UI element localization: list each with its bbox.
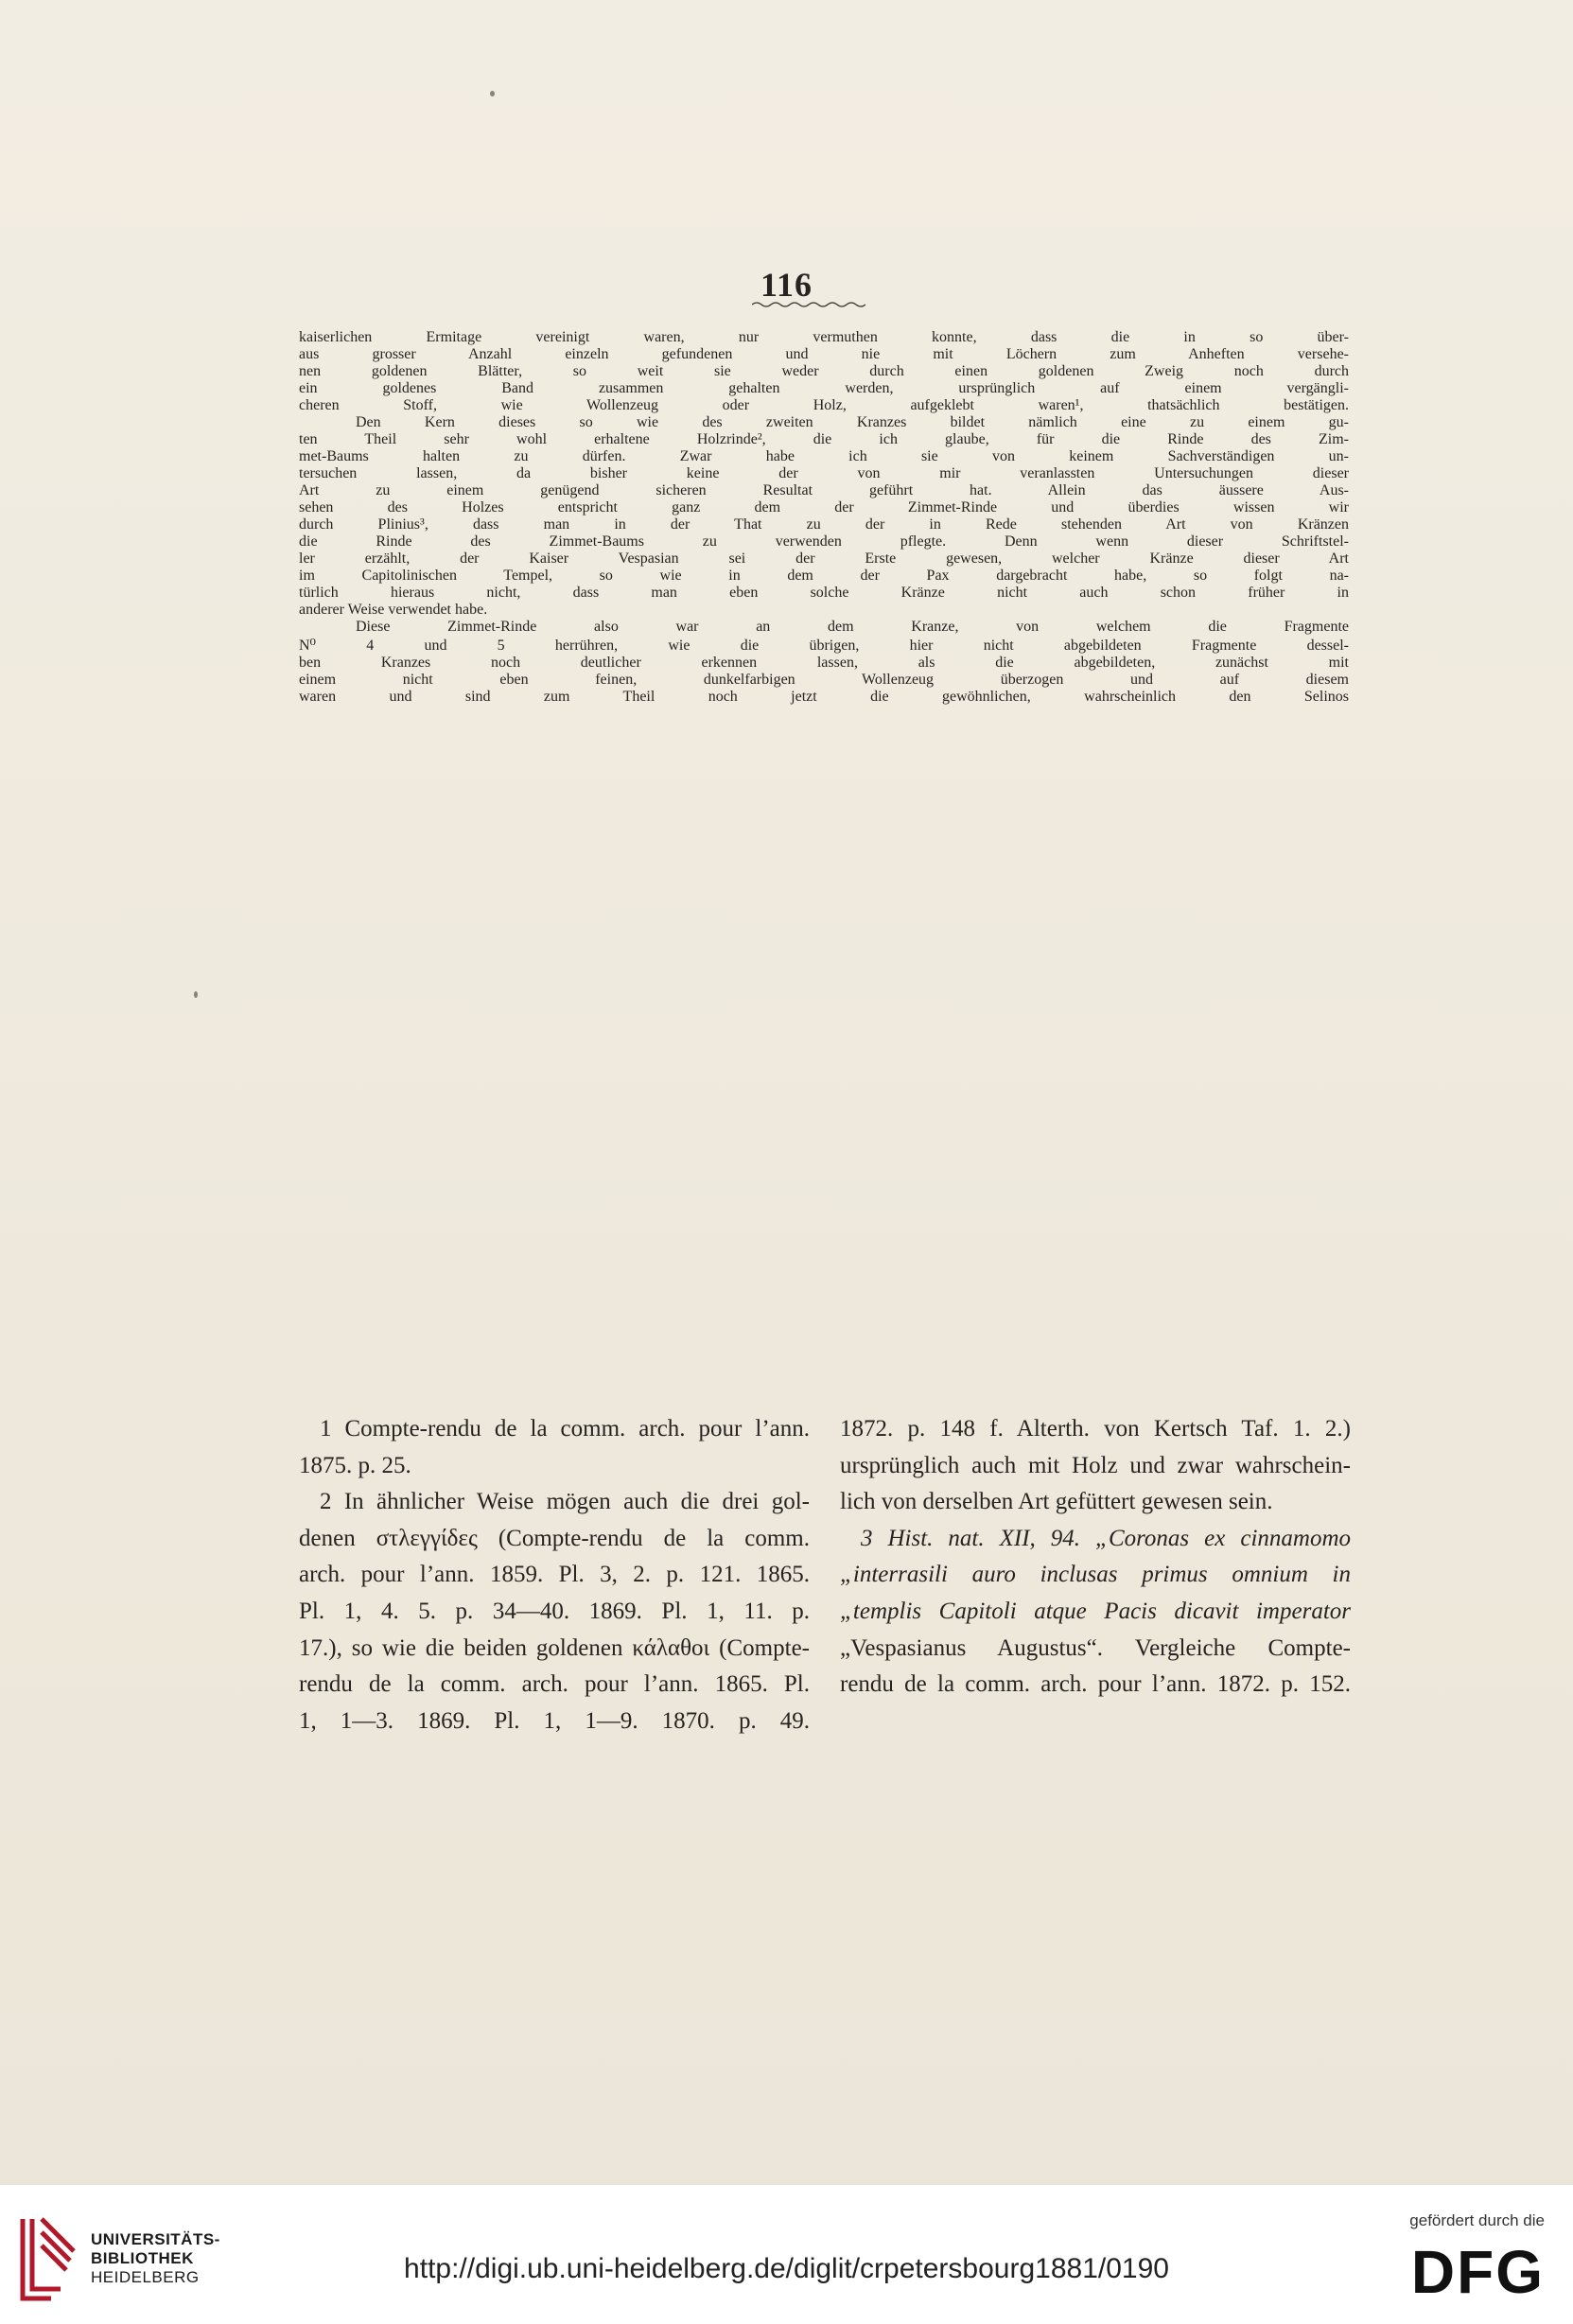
dfg-logo[interactable]: DFG <box>1410 2238 1545 2306</box>
footnote-line: denen στλεγγίδες (Compte-rendu de la comm. <box>299 1525 810 1551</box>
footnote-line: arch. pour l’ann. 1859. Pl. 3, 2. p. 121. 1865. <box>299 1562 810 1588</box>
footnote-line: „interrasili auro inclusas primus omnium in <box>840 1562 1351 1588</box>
footnote-line: 1, 1—3. 1869. Pl. 1, 1—9. 1870. p. 49. <box>299 1707 810 1734</box>
footnote-line: ursprünglich auch mit Holz und zwar wahrschein- <box>840 1452 1351 1478</box>
library-name-line: UNIVERSITÄTS- <box>91 2230 220 2248</box>
text-line: durch Plinius³, dass man in der That zu der in Rede stehenden Art von Kränzen <box>299 516 1349 533</box>
footnote-line: 3 Hist. nat. XII, 94. „Coronas ex cinnamomo <box>861 1525 1351 1551</box>
footnote-line: „templis Capitoli atque Pacis dicavit imperator <box>840 1598 1351 1624</box>
text-line: tersuchen lassen, da bisher keine der von mir veranlassten Untersuchungen dieser <box>299 465 1349 481</box>
text-line: N⁰ 4 und 5 herrühren, wie die übrigen, hier nicht abgebildeten Fragmente dessel- <box>299 638 1349 654</box>
page-number-ornament <box>752 301 865 308</box>
viewer-footer <box>0 2185 1573 2324</box>
text-line: anderer Weise verwendet habe. <box>299 602 488 618</box>
text-line: waren und sind zum Theil noch jetzt die gewöhnlichen, wahrscheinlich den Selinos <box>299 689 1349 705</box>
text-line: met-Baums halten zu dürfen. Zwar habe ich sie von keinem Sachverständigen un- <box>299 448 1349 464</box>
text-line: im Capitolinischen Tempel, so wie in dem der Pax dargebracht habe, so folgt na- <box>299 568 1349 584</box>
permalink-url[interactable]: http://digi.ub.uni-heidelberg.de/diglit/crpetersbourg1881/0190 <box>404 2253 1169 2284</box>
footnote-line: lich von derselben Art gefüttert gewesen sein. <box>840 1489 1273 1515</box>
text-line: kaiserlichen Ermitage vereinigt waren, nur vermuthen konnte, dass die in so über- <box>299 329 1349 345</box>
footnotes-left-column <box>299 1411 810 1739</box>
text-line: Den Kern dieses so wie des zweiten Kranzes bildet nämlich eine zu einem gu- <box>356 414 1349 430</box>
footnote-line: 2 In ähnlicher Weise mögen auch die drei gol- <box>320 1489 810 1515</box>
body-text <box>299 329 1349 706</box>
page-number: 116 <box>760 266 813 304</box>
text-line: ler erzählt, der Kaiser Vespasian sei der Erste gewesen, welcher Kränze dieser Art <box>299 550 1349 567</box>
text-line: ten Theil sehr wohl erhaltene Holzrinde², die ich glaube, für die Rinde des Zim- <box>299 431 1349 447</box>
text-line: sehen des Holzes entspricht ganz dem der Zimmet-Rinde und überdies wissen wir <box>299 499 1349 515</box>
footnote-line: 1 Compte-rendu de la comm. arch. pour l’ann. <box>320 1416 810 1442</box>
paper-speck <box>194 991 198 998</box>
library-name-line: BIBLIOTHEK <box>91 2249 194 2267</box>
footnote-line: 1875. p. 25. <box>299 1452 411 1478</box>
text-line: Diese Zimmet-Rinde also war an dem Kranze, von welchem die Fragmente <box>356 619 1349 635</box>
text-line: cheren Stoff, wie Wollenzeug oder Holz, aufgeklebt waren¹, thatsächlich bestätigen. <box>299 397 1349 413</box>
text-line: türlich hieraus nicht, dass man eben solche Kränze nicht auch schon früher in <box>299 585 1349 601</box>
footnote-line: rendu de la comm. arch. pour l’ann. 1872. p. 152. <box>840 1671 1351 1698</box>
footnote-line: 1872. p. 148 f. Alterth. von Kertsch Taf. 1. 2.) <box>840 1416 1351 1442</box>
text-line: einem nicht eben feinen, dunkelfarbigen Wollenzeug überzogen und auf diesem <box>299 672 1349 688</box>
footnote-line: 17.), so wie die beiden goldenen κάλαθοι (Compte- <box>299 1634 810 1661</box>
library-name-line: HEIDELBERG <box>91 2268 200 2286</box>
text-line: ben Kranzes noch deutlicher erkennen lassen, als die abgebildeten, zunächst mit <box>299 655 1349 671</box>
footnote-line: Pl. 1, 4. 5. p. 34—40. 1869. Pl. 1, 11. p. <box>299 1598 810 1624</box>
footnotes-right-column <box>840 1411 1351 1704</box>
text-line: aus grosser Anzahl einzeln gefundenen und nie mit Löchern zum Anheften versehe- <box>299 346 1349 362</box>
funding-label: gefördert durch die <box>1409 2211 1545 2229</box>
paper-speck <box>490 91 495 96</box>
text-line: Art zu einem genügend sicheren Resultat geführt hat. Allein das äussere Aus- <box>299 482 1349 498</box>
text-line: die Rinde des Zimmet-Baums zu verwenden pflegte. Denn wenn dieser Schriftstel- <box>299 533 1349 550</box>
footnote-line: rendu de la comm. arch. pour l’ann. 1865. Pl. <box>299 1671 810 1698</box>
footnote-line: „Vespasianus Augustus“. Vergleiche Compte- <box>840 1634 1351 1661</box>
text-line: nen goldenen Blätter, so weit sie weder durch einen goldenen Zweig noch durch <box>299 363 1349 379</box>
text-line: ein goldenes Band zusammen gehalten werden, ursprünglich auf einem vergängli- <box>299 380 1349 396</box>
